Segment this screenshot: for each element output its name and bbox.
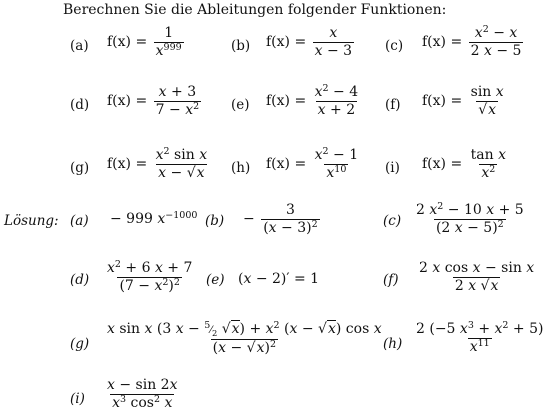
solution-heading: Lösung: bbox=[4, 213, 59, 229]
problem-d-function: f(x) = $\frac{x + 3}{7 - x^2}$ bbox=[107, 84, 200, 118]
page-title: Berechnen Sie die Ableitungen folgender Funktionen: bbox=[63, 2, 447, 18]
problem-b-function: f(x) = $\frac{x}{x - 3}$ bbox=[266, 25, 353, 59]
problem-i-function: f(x) = $\frac{\text{tan x}}{x^2}$ bbox=[422, 147, 506, 181]
solution-e-label: (e) bbox=[206, 272, 225, 288]
problem-g-label: (g) bbox=[70, 160, 90, 176]
solution-d-label: (d) bbox=[70, 272, 90, 288]
problem-b-label: (b) bbox=[231, 38, 251, 54]
problem-c-label: (c) bbox=[385, 38, 404, 54]
solution-h-label: (h) bbox=[383, 336, 403, 352]
problem-e-function: f(x) = $\frac{x^2 - 4}{x + 2}$ bbox=[266, 82, 359, 118]
problem-c-function: f(x) = $\frac{x^2 - x}{2 x - 5}$ bbox=[422, 23, 522, 59]
solution-h-result: $\frac{2 (-5 x^3 + x^2 + 5)}{x^{11}}$ bbox=[416, 319, 544, 355]
problem-g-function: f(x) = $\frac{x^2 \sin x}{x - √x}$ bbox=[107, 145, 208, 181]
problem-e-label: (e) bbox=[231, 97, 250, 113]
solution-g-label: (g) bbox=[70, 336, 90, 352]
problem-a-function: f(x) = $\frac{1}{x^{999}}$ bbox=[107, 25, 182, 59]
problem-d-label: (d) bbox=[70, 97, 90, 113]
problem-h-label: (h) bbox=[231, 160, 251, 176]
problem-a-label: (a) bbox=[70, 38, 89, 54]
solution-a-result: − 999 $x^{-1000}$ bbox=[110, 209, 198, 227]
solution-c-result: $\frac{2 x^2 - 10 x + 5}{(2 x - 5)^2}$ bbox=[416, 200, 524, 236]
solution-g-result: $\frac{x \sin x (3 x - ^5⁄_2 √x) + x^2 (x - √x) \cos x}{(x - √x)^2}$ bbox=[107, 319, 382, 356]
solution-b-label: (b) bbox=[205, 213, 225, 229]
solution-i-result: $\frac{x - \sin 2x}{x^3 \cos^2 x}$ bbox=[107, 377, 178, 411]
solution-b-result: − $\frac{3}{(x - 3)^2}$ bbox=[243, 202, 318, 236]
solution-f-label: (f) bbox=[383, 272, 399, 288]
problem-f-label: (f) bbox=[385, 97, 401, 113]
problem-f-function: f(x) = $\frac{\text{sin x}}{√x}$ bbox=[422, 84, 504, 118]
solution-e-result: (x − 2)′ = 1 bbox=[238, 271, 320, 287]
solution-c-label: (c) bbox=[383, 213, 402, 229]
solution-d-result: $\frac{x^2 + 6 x + 7}{(7 - x^2)^2}$ bbox=[107, 258, 193, 294]
solution-a-label: (a) bbox=[70, 213, 89, 229]
problem-h-function: f(x) = $\frac{x^2 - 1}{x^{10}}$ bbox=[266, 145, 359, 181]
solution-f-result: $\frac{\text{2 x cos x − sin x}}{2 x √x}$ bbox=[419, 260, 535, 294]
solution-i-label: (i) bbox=[70, 391, 85, 407]
problem-i-label: (i) bbox=[385, 160, 400, 176]
